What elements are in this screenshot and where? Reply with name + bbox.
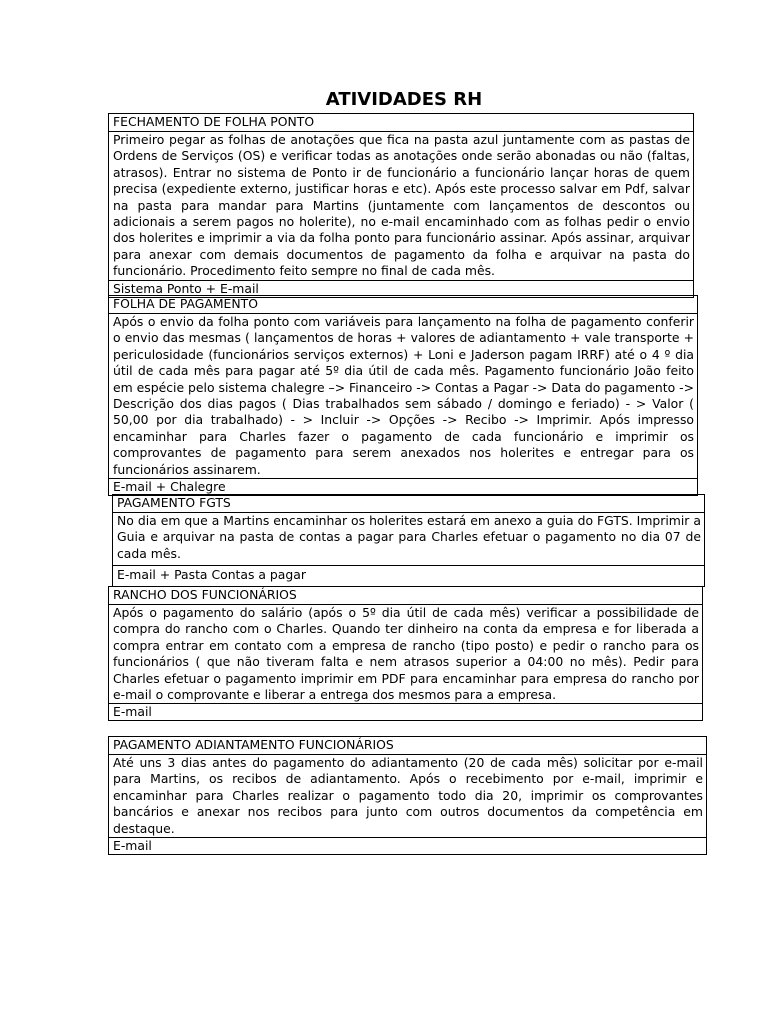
section-body: Primeiro pegar as folhas de anotações que fica na pasta azul juntamente com as pastas de Ordens de Serviços (OS) e verificar todas as anotações onde serão abonadas ou não (faltas, atrasos). Entrar no sistema de Ponto ir de funcionário a funcionário lançar horas de quem precisa (expediente externo, justificar horas e etc). Após este processo salvar em Pdf, salvar na pasta para mandar para Martins (juntamente com lançamentos de descontos ou adicionais a serem pagos no holerite), no e-mail encaminhado com as folhas pedir o envio dos holerites e imprimir a via da folha ponto para funcionário assinar. Após assinar, arquivar para anexar com demais documentos de pagamento da folha e arquivar na pasta do funcionário. Procedimento feito sempre no final de cada mês. [109,132,693,281]
section-heading: PAGAMENTO ADIANTAMENTO FUNCIONÁRIOS [109,737,706,755]
section-heading: FOLHA DE PAGAMENTO [109,296,697,314]
section-tools: E-mail + Pasta Contas a pagar [117,567,306,583]
section-tools: E-mail [113,838,152,854]
section-heading: RANCHO DOS FUNCIONÁRIOS [109,587,702,605]
section-tools: Sistema Ponto + E-mail [113,280,259,296]
section-pagamento-adiantamento [108,736,707,855]
section-body: No dia em que a Martins encaminhar os holerites estará em anexo a guia do FGTS. Imprimir a Guia e arquivar na pasta de contas a pagar para Charles efetuar o pagamento no dia 07 de cada mês. [113,513,704,566]
section-rancho-dos-funcionarios [108,586,703,721]
section-body: Até uns 3 dias antes do pagamento do adiantamento (20 de cada mês) solicitar por e-mail para Martins, os recibos de adiantamento. Após o recebimento por e-mail, imprimir e encaminhar para Charles realizar o pagamento todo dia 20, imprimir os comprovantes bancários e anexar nos recibos para junto com outros documentos da competência em destaque. [109,755,706,838]
section-heading: FECHAMENTO DE FOLHA PONTO [109,114,693,132]
section-heading: PAGAMENTO FGTS [113,495,704,513]
section-pagamento-fgts [112,494,705,587]
section-folha-de-pagamento [108,295,698,496]
document-title: ATIVIDADES RH [325,89,483,110]
section-body: Após o envio da folha ponto com variáveis para lançamento na folha de pagamento conferir o envio das mesmas ( lançamentos de horas + valores de adiantamento + vale transporte + periculosidade (funcionários serviços externos) + Loni e Jaderson pagam IRRF) até o 4 º dia útil de cada mês para pagar até 5º dia útil de cada mês. Pagamento funcionário João feito em espécie pelo sistema chalegre –> Financeiro -> Contas a Pagar -> Data do pagamento -> Descrição dos dias pagos ( Dias trabalhados sem sábado / domingo e feriado) - > Valor ( 50,00 por dia trabalhado) - > Incluir -> Opções -> Recibo -> Imprimir. Após impresso encaminhar para Charles fazer o pagamento de cada funcionário e imprimir os comprovantes de pagamento para serem anexados nos holerites e entregar para os funcionários assinarem. [109,314,697,479]
section-fechamento-folha-ponto [108,113,694,298]
section-tools: E-mail + Chalegre [113,479,226,495]
section-body: Após o pagamento do salário (após o 5º dia útil de cada mês) verificar a possibilidade de compra do rancho com o Charles. Quando ter dinheiro na conta da empresa e for liberada a compra entrar em contato com a empresa de rancho (tipo posto) e pedir o rancho para os funcionários ( que não tiveram falta e nem atrasos superior a 04:00 no mês). Pedir para Charles efetuar o pagamento imprimir em PDF para encaminhar para empresa do rancho por e-mail o comprovante e liberar a entrega dos mesmos para a empresa. [109,605,702,704]
section-tools: E-mail [113,704,152,720]
